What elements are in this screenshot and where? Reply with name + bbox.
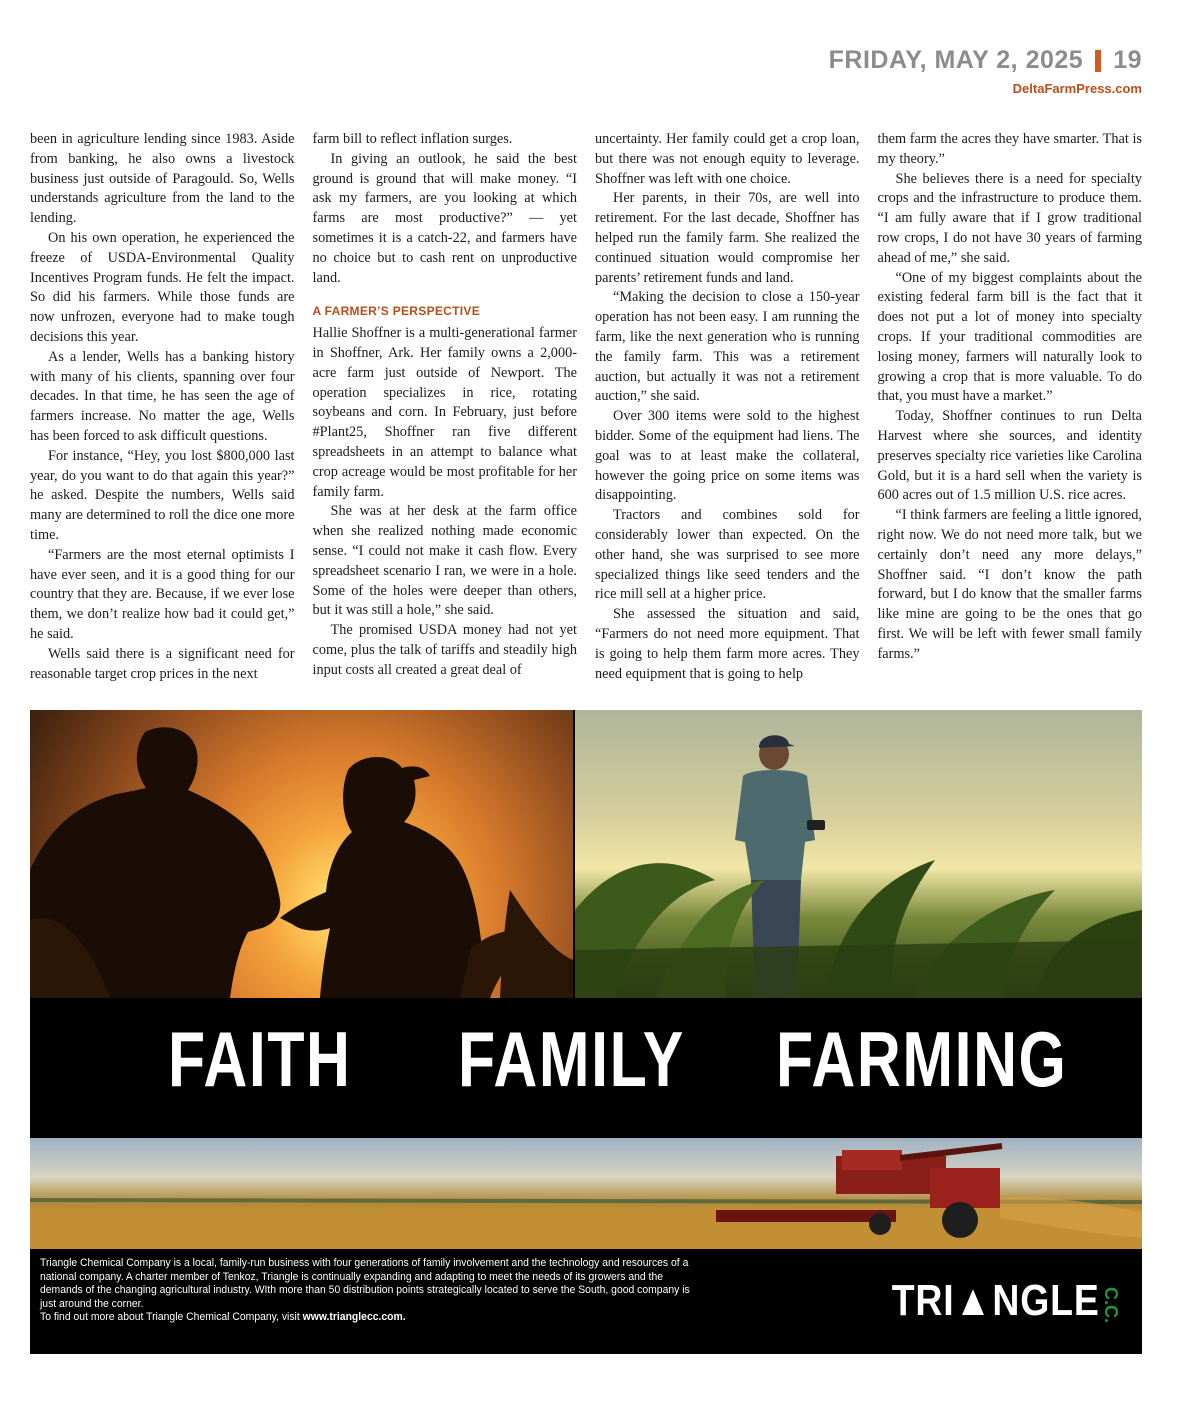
slogan-word-family: FAMILY xyxy=(458,1015,685,1103)
paragraph: “Making the decision to close a 150-year operation has not been easy. I am running the farm, like the next generation who is running the family farm. This was a retirement auction, but actually it was not a retirement auction,” she said. xyxy=(595,289,860,405)
page-number: 19 xyxy=(1113,46,1142,74)
ad-footer xyxy=(30,1249,1142,1354)
paragraph: As a lender, Wells has a banking history with many of his clients, spanning over four decades. In that time, he has seen the age of farmers increase. No matter the age, Wells has been forced to ask difficult questions. xyxy=(30,348,295,444)
page-header xyxy=(829,46,1142,96)
paragraph: Her parents, in their 70s, are well into retirement. For the last decade, Shoffner has helped run the family farm. She realized the continued situation would compromise her parents’ retirement funds and land. xyxy=(595,190,860,286)
farmer-cornfield-illustration xyxy=(575,710,1142,998)
paragraph: Today, Shoffner continues to run Delta Harvest where she sources, and identity preserves specialty rice varieties like Carolina Gold, but it is a hard sell when the variety is 600 acres out of 1.5 million U.S. rice acres. xyxy=(877,408,1142,504)
paragraph: On his own operation, he experienced the freeze of USDA-Environmental Quality Incentives Program funds. He felt the impact. So did his farmers. While those funds are now unfrozen, everyone had to make tough decisions this year. xyxy=(30,229,295,345)
paragraph: “I think farmers are feeling a little ignored, right now. We do not need more talk, but we certainly don’t need any more delays,” Shoffner said. “I don’t know the path forward, but I do know that the smaller farms like mine are going to be the ones that go first. We will be left with fewer small family farms.” xyxy=(877,507,1142,662)
paragraph: Hallie Shoffner is a multi-generational farmer in Shoffner, Ark. Her family owns a 2,000-acre farm just outside of Newport. The operation specializes in rice, rotating soybeans and corn. In February, just before #Plant25, Shoffner ran five different spreadsheets in an attempt to balance what crop acreage would be most profitable for her family farm. xyxy=(312,325,577,500)
header-line xyxy=(829,46,1142,75)
triangle-advertisement[interactable] xyxy=(30,710,1142,1354)
paragraph: Wells said there is a significant need for reasonable target crop prices in the next xyxy=(30,645,295,682)
paragraph: In giving an outlook, he said the best ground is ground that will make money. “I ask my farmers, are you looking at which farms are most productive?” — yet sometimes it is a catch-22, and farmers have no choice but to cash rent on unproductive land. xyxy=(312,150,577,286)
article-column-1 xyxy=(30,130,295,682)
handshake-sunset-photo xyxy=(30,710,573,998)
ad-body-text: Triangle Chemical Company is a local, family-run business with four generations of family involvement and the technology and resources of a national company. A charter member of Tenkoz, Triangle is continually expanding and adapting to meet the needs of its growers and the demands of the changing agricultural industry. WIth more than 50 distribution points strategically located to serve the South, good company is just around the corner. xyxy=(40,1257,690,1310)
article-column-4 xyxy=(878,130,1143,678)
slogan-word-farming: FARMING xyxy=(776,1015,1068,1103)
farmer-cornfield-photo xyxy=(575,710,1142,998)
issue-date: FRIDAY, MAY 2, 2025 xyxy=(828,46,1084,74)
paragraph: She assessed the situation and said, “Farmers do not need more equipment. That is going to help them farm more acres. They need equipment that is going to help xyxy=(595,606,860,682)
paragraph: “Farmers are the most eternal optimists I have ever seen, and it is a good thing for our country that they are. Because, if we ever lose them, we don’t realize how bad it could get,” he said. xyxy=(30,546,295,642)
paragraph: uncertainty. Her family could get a crop loan, but there was not enough equity to leverage. Shoffner was left with one choice. xyxy=(595,131,860,187)
paragraph: them farm the acres they have smarter. That is my theory.” xyxy=(877,131,1142,167)
site-link[interactable]: DeltaFarmPress.com xyxy=(1012,81,1142,96)
article-body xyxy=(30,130,1142,682)
triangle-logo[interactable] xyxy=(855,1276,1121,1325)
logo-suffix: C.C. xyxy=(1101,1287,1121,1323)
logo-wordmark: TRI▲NGLE xyxy=(892,1276,1100,1325)
slogan-word-faith: FAITH xyxy=(168,1015,352,1103)
paragraph: For instance, “Hey, you lost $800,000 last year, do you want to do that again this year?” he asked. Despite the numbers, Wells said many are determined to roll the dice one more time. xyxy=(30,447,295,543)
paragraph: Over 300 items were sold to the highest bidder. Some of the equipment had liens. The goal was to at least make the collateral, however the going price on some items was disappointing. xyxy=(595,408,860,504)
header-divider xyxy=(1095,50,1101,72)
article-column-2 xyxy=(313,130,578,678)
ad-cta-text: To find out more about Triangle Chemical Company, visit xyxy=(40,1311,303,1324)
ad-website-link[interactable]: www.trianglecc.com. xyxy=(302,1311,406,1324)
slogan-banner xyxy=(30,998,1142,1138)
combine-harvester-photo xyxy=(30,1138,1142,1249)
ad-copy xyxy=(40,1257,702,1325)
handshake-silhouette xyxy=(30,710,573,998)
paragraph: “One of my biggest complaints about the existing federal farm bill is the fact that it does not put a lot of money into specialty crops. If your traditional commodities are losing money, farmers will naturally look to growing a crop that is more valuable. To do that, you must have a market.” xyxy=(877,269,1142,405)
paragraph: Tractors and combines sold for considerably lower than expected. On the other hand, she was surprised to see more specialized things like seed tenders and the rice mill sell at a higher price. xyxy=(595,507,860,603)
paragraph: farm bill to reflect inflation surges. xyxy=(312,131,513,147)
paragraph: She was at her desk at the farm office when she realized nothing made economic sense. “I could not make it cash flow. Every spreadsheet scenario I ran, we were in a hole. Some of the holes were deeper than others, but it was still a hole,” she said. xyxy=(312,503,577,619)
combine-harvester-illustration xyxy=(30,1138,1142,1249)
paragraph: The promised USDA money had not yet come, plus the talk of tariffs and steadily high input costs all created a great deal of xyxy=(312,622,577,678)
paragraph: been in agriculture lending since 1983. Aside from banking, he also owns a livestock business just outside of Paragould. So, Wells understands agriculture from the land to the lending. xyxy=(30,131,295,227)
section-subhead: A FARMER’S PERSPECTIVE xyxy=(312,304,481,319)
paragraph: She believes there is a need for specialty crops and the infrastructure to produce them. “I am fully aware that if I grow traditional row crops, I do not have 30 years of farming ahead of me,” she said. xyxy=(877,170,1142,266)
article-column-3 xyxy=(595,130,860,682)
